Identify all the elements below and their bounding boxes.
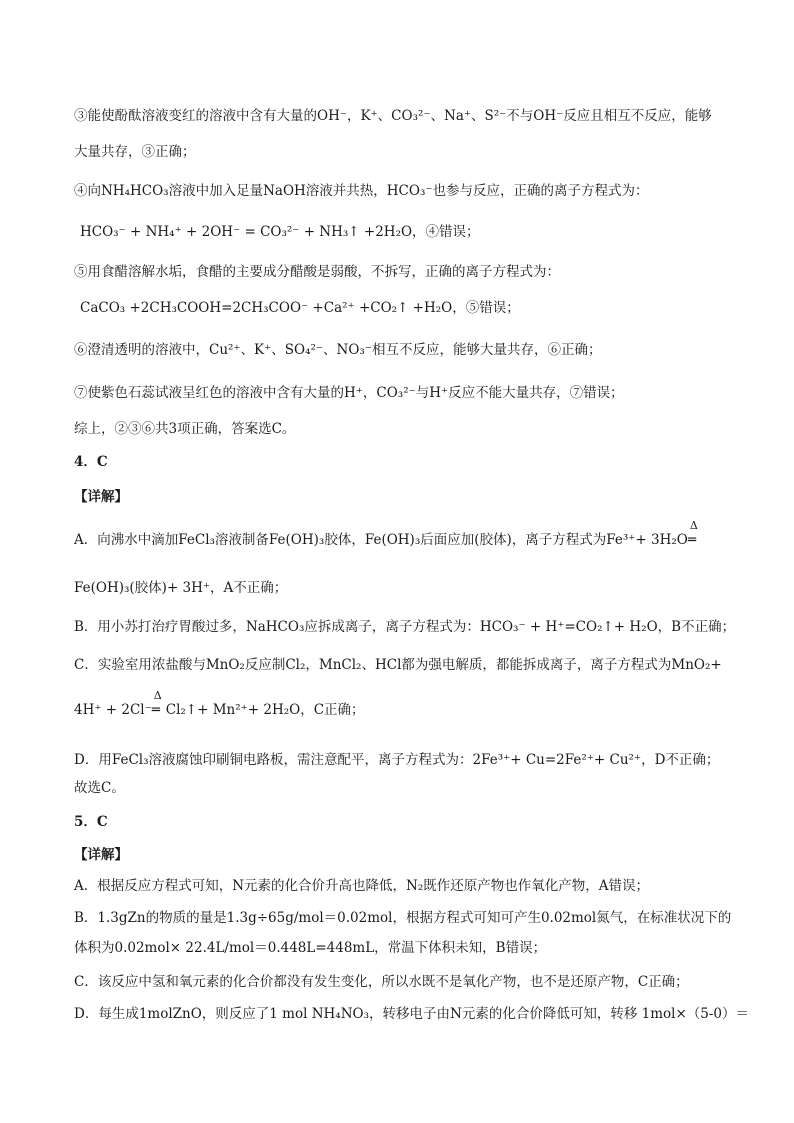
text-segment: 4H⁺ + 2Cl⁻ bbox=[74, 702, 152, 718]
text-line: B．1.3gZn的物质的量是1.3g÷65g/mol＝0.02mol，根据方程式可知可产生0.02mol氮气，在标准状况下的 bbox=[74, 910, 732, 926]
text-line: ③能使酚酞溶液变红的溶液中含有大量的OH⁻，K⁺、CO₃²⁻、Na⁺、S²⁻不与OH⁻反应且相互不反应，能够 bbox=[74, 108, 712, 124]
text-line: A．根据反应方程式可知，N元素的化合价升高也降低，N₂既作还原产物也作氧化产物，A错误； bbox=[74, 878, 650, 894]
text-line: ⑤用食醋溶解水垢，食醋的主要成分醋酸是弱酸，不拆写，正确的离子方程式为： bbox=[74, 264, 560, 280]
text-line bbox=[74, 689, 365, 720]
delta-symbol: Δ bbox=[153, 689, 162, 702]
text-line: ⑥澄清透明的溶液中，Cu²⁺、K⁺、SO₄²⁻、NO₃⁻相互不反应，能够大量共存，⑥正确； bbox=[74, 342, 602, 358]
equation-line: HCO₃⁻ + NH₄⁺ + 2OH⁻ = CO₃²⁻ + NH₃↑ +2H₂O，④错误； bbox=[80, 224, 480, 240]
text-segment: A．向沸水中滴加FeCl₃溶液制备Fe(OH)₃胶体，Fe(OH)₃后面应加(胶体)，离子方程式为Fe³⁺+ 3H₂O bbox=[74, 532, 688, 548]
text-line: D．每生成1molZnO，则反应了1 mol NH₄NO₃，转移电子由N元素的化合价降低可知，转移 1mol×（5-0）＝ bbox=[74, 1006, 749, 1022]
equals-symbol: ═ bbox=[687, 532, 697, 548]
delta-symbol: Δ bbox=[689, 519, 698, 532]
text-line: 大量共存，③正确； bbox=[74, 144, 196, 160]
equals-symbol: ═ bbox=[151, 702, 160, 718]
text-line: C．实验室用浓盐酸与MnO₂反应制Cl₂，MnCl₂、HCl都为强电解质，都能拆成离子，离子方程式为MnO₂+ bbox=[74, 657, 722, 673]
answer-number: 5．C bbox=[74, 814, 108, 830]
text-line: B．用小苏打治疗胃酸过多，NaHCO₃应拆成离子，离子方程式为：HCO₃⁻ + H⁺=CO₂↑+ H₂O，B不正确； bbox=[74, 619, 736, 635]
text-segment: Cl₂↑+ Mn²⁺+ 2H₂O，C正确； bbox=[165, 702, 365, 718]
text-line: D．用FeCl₃溶液腐蚀印刷铜电路板，需注意配平，离子方程式为：2Fe³⁺+ Cu=2Fe²⁺+ Cu²⁺，D不正确； bbox=[74, 752, 720, 768]
text-line: ④向NH₄HCO₃溶液中加入足量NaOH溶液并共热，HCO₃⁻也参与反应，正确的离子方程式为： bbox=[74, 183, 649, 199]
text-line: 综上，②③⑥共3项正确，答案选C。 bbox=[74, 421, 296, 437]
section-heading: 【详解】 bbox=[74, 847, 128, 863]
section-heading: 【详解】 bbox=[74, 489, 128, 505]
text-line: 故选C。 bbox=[74, 780, 125, 796]
text-line: ⑦使紫色石蕊试液呈红色的溶液中含有大量的H⁺，CO₃²⁻与H⁺反应不能大量共存，⑦错误； bbox=[74, 385, 624, 401]
answer-number: 4．C bbox=[74, 454, 108, 470]
heat-equals-symbol bbox=[151, 689, 166, 720]
text-line bbox=[74, 519, 702, 550]
heat-equals-symbol bbox=[687, 519, 702, 550]
text-line: C．该反应中氢和氧元素的化合价都没有发生变化，所以水既不是氧化产物，也不是还原产物，C正确； bbox=[74, 974, 689, 990]
text-line: Fe(OH)₃(胶体)+ 3H⁺，A不正确； bbox=[74, 580, 288, 596]
equation-line: CaCO₃ +2CH₃COOH=2CH₃COO⁻ +Ca²⁺ +CO₂↑ +H₂O，⑤错误； bbox=[80, 300, 520, 316]
text-line: 体积为0.02mol× 22.4L/mol＝0.448L=448mL，常温下体积未知，B错误； bbox=[74, 940, 547, 956]
